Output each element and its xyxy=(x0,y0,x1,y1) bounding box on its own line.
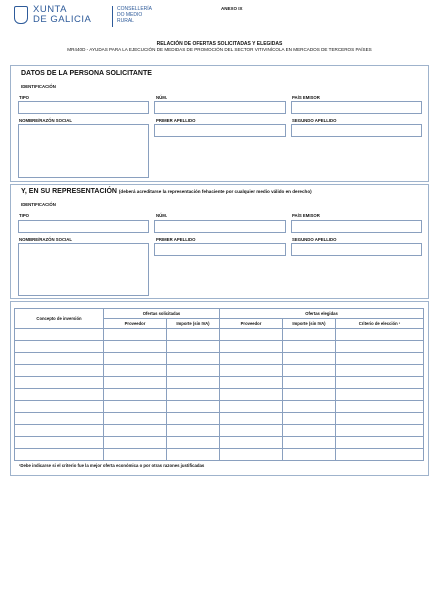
cell-importe-solicitada[interactable] xyxy=(167,437,220,449)
cell-criterio[interactable] xyxy=(336,377,424,389)
table-row xyxy=(15,413,424,425)
cell-concepto[interactable] xyxy=(15,365,104,377)
cell-proveedor-elegida[interactable] xyxy=(220,341,283,353)
solicitante-primer-field[interactable] xyxy=(154,124,286,137)
cell-criterio[interactable] xyxy=(336,329,424,341)
cell-importe-solicitada[interactable] xyxy=(167,401,220,413)
cell-importe-solicitada[interactable] xyxy=(167,413,220,425)
cell-importe-elegida[interactable] xyxy=(283,365,336,377)
solicitante-pais-label: PAÍS EMISOR xyxy=(292,95,320,100)
solicitante-pais-field[interactable] xyxy=(291,101,422,114)
representacion-note: (deberá acreditarse la representación fehaciente por cualquier medio válido en derecho) xyxy=(118,189,312,194)
solicitante-segundo-label: SEGUNDO APELLIDO xyxy=(292,118,337,123)
logo-dept-2: DO MEDIO xyxy=(117,12,143,18)
solicitante-num-field[interactable] xyxy=(154,101,286,114)
cell-proveedor-elegida[interactable] xyxy=(220,437,283,449)
cell-concepto[interactable] xyxy=(15,401,104,413)
cell-proveedor-solicitada[interactable] xyxy=(104,389,167,401)
cell-importe-elegida[interactable] xyxy=(283,389,336,401)
cell-importe-elegida[interactable] xyxy=(283,425,336,437)
cell-importe-elegida[interactable] xyxy=(283,413,336,425)
cell-criterio[interactable] xyxy=(336,341,424,353)
cell-proveedor-solicitada[interactable] xyxy=(104,449,167,461)
cell-concepto[interactable] xyxy=(15,353,104,365)
cell-criterio[interactable] xyxy=(336,389,424,401)
header-proveedor-solicitadas: Proveedor xyxy=(104,319,167,329)
table-row xyxy=(15,389,424,401)
cell-proveedor-elegida[interactable] xyxy=(220,389,283,401)
logo-line1: XUNTA xyxy=(33,4,67,15)
cell-concepto[interactable] xyxy=(15,437,104,449)
page-subtitle: MR440D - AYUDAS PARA LA EJECUCIÓN DE MEDIDAS DE PROMOCIÓN DEL SECTOR VITIVINÍCOLA EN MERCADOS DE TERCEROS PAÍSES xyxy=(67,47,372,52)
cell-proveedor-solicitada[interactable] xyxy=(104,365,167,377)
solicitante-primer-label: PRIMER APELLIDO xyxy=(156,118,196,123)
cell-criterio[interactable] xyxy=(336,401,424,413)
cell-importe-elegida[interactable] xyxy=(283,437,336,449)
cell-proveedor-elegida[interactable] xyxy=(220,401,283,413)
footnote: ¹Debe indicarse si el criterio fue la mejor oferta económica o por otras razones justificadas xyxy=(19,463,205,468)
header-elegidas: Ofertas elegidas xyxy=(220,309,424,319)
cell-criterio[interactable] xyxy=(336,413,424,425)
cell-importe-elegida[interactable] xyxy=(283,449,336,461)
cell-importe-solicitada[interactable] xyxy=(167,365,220,377)
table-row xyxy=(15,437,424,449)
header-importe-solicitadas: Importe (sin IVA) xyxy=(167,319,220,329)
representacion-identificacion: IDENTIFICACIÓN xyxy=(21,202,56,207)
header-proveedor-elegidas: Proveedor xyxy=(220,319,283,329)
cell-importe-solicitada[interactable] xyxy=(167,341,220,353)
ofertas-table xyxy=(14,308,424,461)
representacion-pais-field[interactable] xyxy=(291,220,422,233)
logo-line2: DE GALICIA xyxy=(33,14,92,25)
cell-concepto[interactable] xyxy=(15,425,104,437)
cell-importe-elegida[interactable] xyxy=(283,329,336,341)
cell-proveedor-solicitada[interactable] xyxy=(104,437,167,449)
cell-concepto[interactable] xyxy=(15,341,104,353)
representacion-tipo-label: TIPO xyxy=(19,213,30,218)
representacion-title xyxy=(21,188,312,195)
ofertas-table-body xyxy=(15,329,424,461)
cell-proveedor-solicitada[interactable] xyxy=(104,401,167,413)
cell-importe-solicitada[interactable] xyxy=(167,377,220,389)
representacion-primer-field[interactable] xyxy=(154,243,286,256)
solicitante-num-label: NÚM. xyxy=(156,95,167,100)
header-importe-elegidas: Importe (sin IVA) xyxy=(283,319,336,329)
cell-concepto[interactable] xyxy=(15,329,104,341)
table-row xyxy=(15,377,424,389)
solicitante-identificacion: IDENTIFICACIÓN xyxy=(21,84,56,89)
cell-proveedor-solicitada[interactable] xyxy=(104,377,167,389)
cell-criterio[interactable] xyxy=(336,425,424,437)
table-row xyxy=(15,449,424,461)
logo-dept-3: RURAL xyxy=(117,18,134,24)
cell-criterio[interactable] xyxy=(336,437,424,449)
cell-proveedor-elegida[interactable] xyxy=(220,425,283,437)
table-row xyxy=(15,341,424,353)
anexo-label: ANEXO IX xyxy=(221,6,243,11)
representacion-num-field[interactable] xyxy=(154,220,286,233)
cell-concepto[interactable] xyxy=(15,413,104,425)
header-solicitadas: Ofertas solicitadas xyxy=(104,309,220,319)
representacion-segundo-label: SEGUNDO APELLIDO xyxy=(292,237,337,242)
table-row xyxy=(15,365,424,377)
cell-importe-elegida[interactable] xyxy=(283,353,336,365)
page-title: RELACIÓN DE OFERTAS SOLICITADAS Y ELEGIDAS xyxy=(156,41,283,47)
cell-importe-solicitada[interactable] xyxy=(167,329,220,341)
solicitante-nombre-field[interactable] xyxy=(18,124,149,178)
cell-importe-solicitada[interactable] xyxy=(167,425,220,437)
solicitante-nombre-label: NOMBRE/RAZÓN SOCIAL xyxy=(19,118,72,123)
table-row xyxy=(15,425,424,437)
cell-criterio[interactable] xyxy=(336,449,424,461)
solicitante-tipo-label: TIPO xyxy=(19,95,30,100)
table-row xyxy=(15,353,424,365)
cell-importe-solicitada[interactable] xyxy=(167,389,220,401)
cell-importe-elegida[interactable] xyxy=(283,401,336,413)
cell-proveedor-solicitada[interactable] xyxy=(104,413,167,425)
header-concepto: Concepto de inversión xyxy=(15,309,104,329)
xunta-logo xyxy=(14,5,164,35)
cell-importe-solicitada[interactable] xyxy=(167,449,220,461)
representacion-segundo-field[interactable] xyxy=(291,243,422,256)
cell-concepto[interactable] xyxy=(15,377,104,389)
table-row xyxy=(15,329,424,341)
cell-importe-solicitada[interactable] xyxy=(167,353,220,365)
table-row xyxy=(15,401,424,413)
cell-concepto[interactable] xyxy=(15,389,104,401)
representacion-tipo-field[interactable] xyxy=(18,220,149,233)
cell-criterio[interactable] xyxy=(336,365,424,377)
representacion-primer-label: PRIMER APELLIDO xyxy=(156,237,196,242)
logo-divider xyxy=(112,6,113,27)
representacion-title-text: Y, EN SU REPRESENTACIÓN xyxy=(21,188,117,195)
header-criterio: Criterio de elección ¹ xyxy=(336,319,424,329)
cell-proveedor-solicitada[interactable] xyxy=(104,329,167,341)
solicitante-title: DATOS DE LA PERSONA SOLICITANTE xyxy=(21,70,152,77)
cell-proveedor-elegida[interactable] xyxy=(220,353,283,365)
representacion-num-label: NÚM. xyxy=(156,213,167,218)
cell-proveedor-solicitada[interactable] xyxy=(104,425,167,437)
cell-criterio[interactable] xyxy=(336,353,424,365)
cell-concepto[interactable] xyxy=(15,449,104,461)
cell-proveedor-elegida[interactable] xyxy=(220,377,283,389)
cell-proveedor-solicitada[interactable] xyxy=(104,353,167,365)
solicitante-tipo-field[interactable] xyxy=(18,101,149,114)
xunta-shield-icon xyxy=(14,6,28,24)
cell-proveedor-elegida[interactable] xyxy=(220,329,283,341)
cell-importe-elegida[interactable] xyxy=(283,341,336,353)
solicitante-segundo-field[interactable] xyxy=(291,124,422,137)
representacion-nombre-label: NOMBRE/RAZÓN SOCIAL xyxy=(19,237,72,242)
cell-proveedor-elegida[interactable] xyxy=(220,449,283,461)
cell-importe-elegida[interactable] xyxy=(283,377,336,389)
representacion-nombre-field[interactable] xyxy=(18,243,149,296)
cell-proveedor-elegida[interactable] xyxy=(220,413,283,425)
cell-proveedor-elegida[interactable] xyxy=(220,365,283,377)
cell-proveedor-solicitada[interactable] xyxy=(104,341,167,353)
representacion-pais-label: PAÍS EMISOR xyxy=(292,213,320,218)
logo-dept-1: CONSELLERÍA xyxy=(117,6,153,12)
